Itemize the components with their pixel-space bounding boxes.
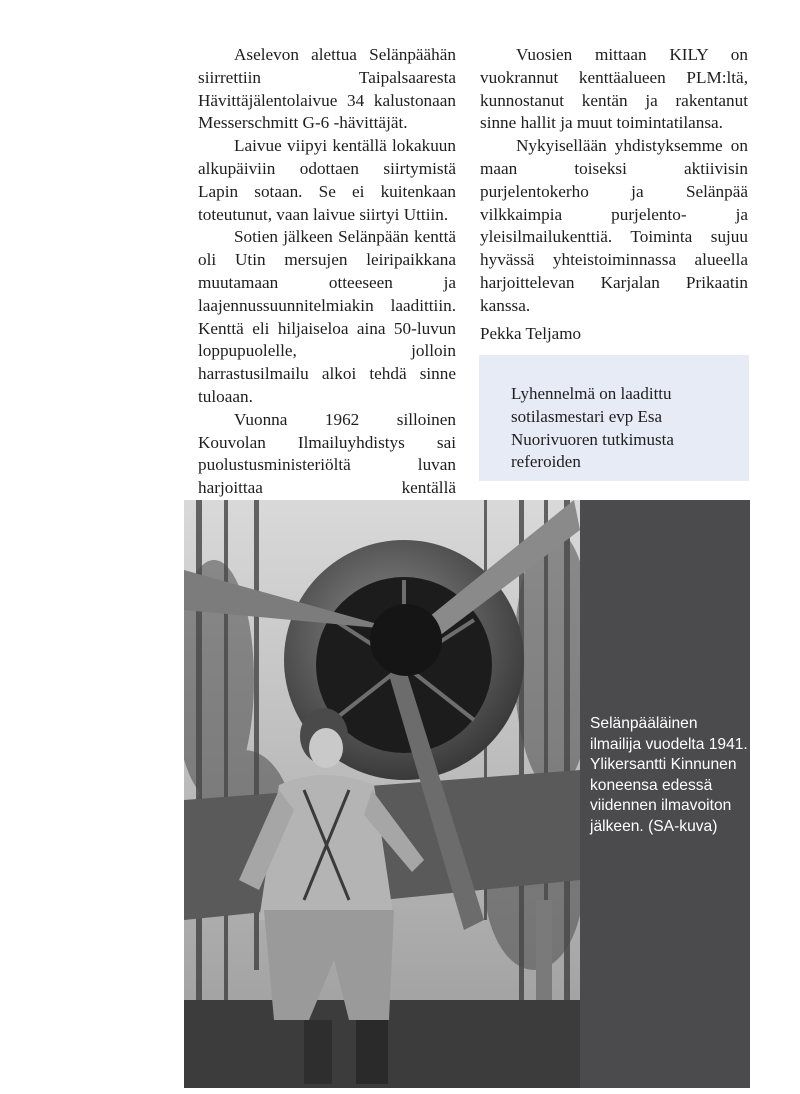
paragraph: Nykyisellään yhdistyksemme on maan toiseksi aktiivisin purjelentokerho ja Selänpää vilkkaimpia purjelento- ja yleisilmailukenttiä. Toiminta sujuu hyvässä yhteistoiminnassa alueella harjoittelevan Karjalan Prikaatin kanssa.: [480, 136, 748, 315]
summary-note-text: Lyhennelmä on laadittu sotilasmestari evp Esa Nuorivuoren tutkimusta referoiden: [511, 384, 674, 472]
paragraph: Aselevon alettua Selänpäähän siirrettiin Taipalsaaresta Hävittäjälentolaivue 34 kalustonaan Messerschmitt G-6 -hävittäjät.: [198, 45, 456, 133]
paragraph: Vuosien mittaan KILY on vuokrannut kenttäalueen PLM:ltä, kunnostanut kentän ja rakentanut sinne hallit ja muut toimintatilansa.: [480, 45, 748, 133]
pilot-photo: [184, 500, 580, 1088]
article-right-column: [480, 44, 748, 318]
article-left-column: [198, 44, 456, 523]
paragraph: Laivue viipyi kentällä lokakuun alkupäiviin odottaen siirtymistä Lapin sotaan. Se ei kuitenkaan toteutunut, vaan laivue siirtyi Uttiin.: [198, 136, 456, 224]
paragraph: Vuonna 1962 silloinen Kouvolan Ilmailuyhdistys sai puolustusministeriöltä luvan harjoittaa kentällä: [198, 409, 456, 498]
author-byline: Pekka Teljamo: [480, 324, 581, 343]
paragraph: Sotien jälkeen Selänpään kenttä oli Utin mersujen leiripaikkana muutamaan otteeseen ja laajennussuunnitelmiakin laadittiin. Kenttä eli hiljaiseloa aina 50-luvun loppupuolelle, jolloin harrastusilmailu alkoi tehdä sinne tuloaan.: [198, 227, 456, 406]
photo-caption: Selänpääläinen ilmailija vuodelta 1941. Ylikersantti Kinnunen koneensa edessä viidennen ilmavoiton jälkeen. (SA-kuva): [590, 715, 748, 835]
summary-note-box: [479, 355, 749, 481]
photo-caption-panel: [580, 500, 750, 1088]
pilot-with-fighter-plane-image: [184, 500, 580, 1088]
